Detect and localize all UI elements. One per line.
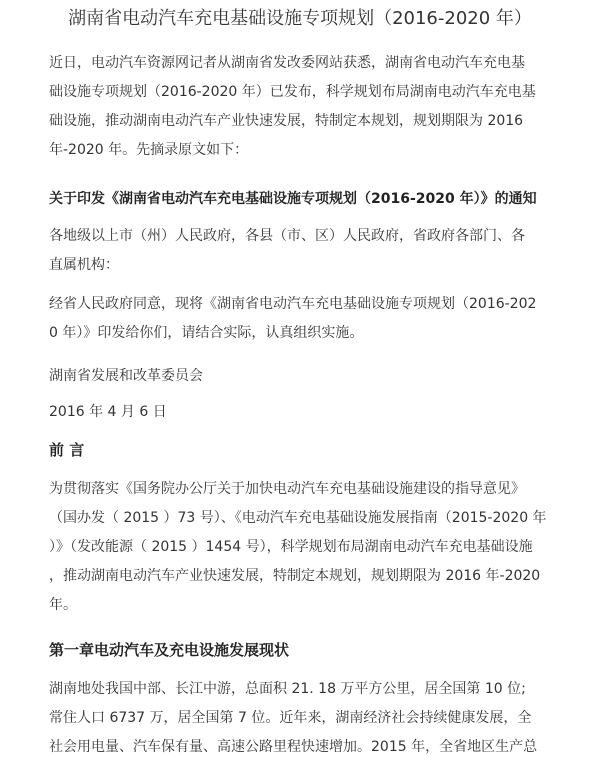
chapter1-line: 常住人口 6737 万，居全国第 7 位。近年来，湖南经济社会持续健康发展，全 xyxy=(49,710,532,726)
preface-line: 为贯彻落实《国务院办公厅关于加快电动汽车充电基础设施建设的指导意见》 xyxy=(49,481,525,497)
intro-line: 近日，电动汽车资源网记者从湖南省发改委网站获悉，湖南省电动汽车充电基 xyxy=(49,55,525,71)
issuer xyxy=(49,362,569,391)
chapter1-heading-text: 第一章电动汽车及充电设施发展现状 xyxy=(49,641,290,659)
intro-line: 础设施，推动湖南电动汽车产业快速发展，特制定本规划，规划期限为 2016 xyxy=(49,113,524,129)
preface-line: ）》（发改能源（ 2015 ）1454 号），科学规划布局湖南电动汽车充电基础设施 xyxy=(49,539,533,555)
notice-body-paragraph xyxy=(49,290,569,348)
issue-date xyxy=(49,398,569,427)
issue-date-text: 2016 年 4 月 6 日 xyxy=(49,404,167,420)
chapter1-line: 湖南地处我国中部、长江中游，总面积 21. 18 万平方公里，居全国第 10 位; xyxy=(49,681,526,697)
preface-line: ，推动湖南电动汽车产业快速发展，特制定本规划，规划期限为 2016 年-2020 xyxy=(49,568,541,584)
body-line: 0 年）》印发给你们，请结合实际，认真组织实施。 xyxy=(49,325,364,341)
notice-title-text: 关于印发《湖南省电动汽车充电基础设施专项规划（2016-2020 年）》的通知 xyxy=(49,191,537,207)
chapter1-heading xyxy=(49,636,569,665)
chapter1-line: 社会用电量、汽车保有量、高速公路里程快速增加。2015 年，全省地区生产总 xyxy=(49,739,538,755)
preface-paragraph xyxy=(49,475,569,620)
preface-heading-text: 前 言 xyxy=(49,441,85,459)
addressee-line: 各地级以上市（州）人民政府，各县（市、区）人民政府，省政府各部门、各 xyxy=(49,228,525,244)
addressee-paragraph xyxy=(49,222,569,280)
notice-title xyxy=(49,185,569,214)
chapter1-paragraph xyxy=(49,675,569,762)
preface-line: （国办发（ 2015 ）73 号）、《电动汽车充电基础设施发展指南（2015-2020 年 xyxy=(49,510,547,526)
intro-paragraph xyxy=(49,49,569,165)
intro-line: 年-2020 年。先摘录原文如下： xyxy=(49,142,249,158)
body-line: 经省人民政府同意，现将《湖南省电动汽车充电基础设施专项规划（2016-202 xyxy=(49,296,537,312)
addressee-line: 直属机构： xyxy=(49,257,119,273)
article-title: 湖南省电动汽车充电基础设施专项规划（2016-2020 年） xyxy=(68,8,532,29)
intro-line: 础设施专项规划（2016-2020 年）已发布，科学规划布局湖南电动汽车充电基 xyxy=(49,84,536,100)
preface-heading xyxy=(49,436,569,465)
preface-line: 年。 xyxy=(49,597,77,613)
issuer-text: 湖南省发展和改革委员会 xyxy=(49,368,203,384)
